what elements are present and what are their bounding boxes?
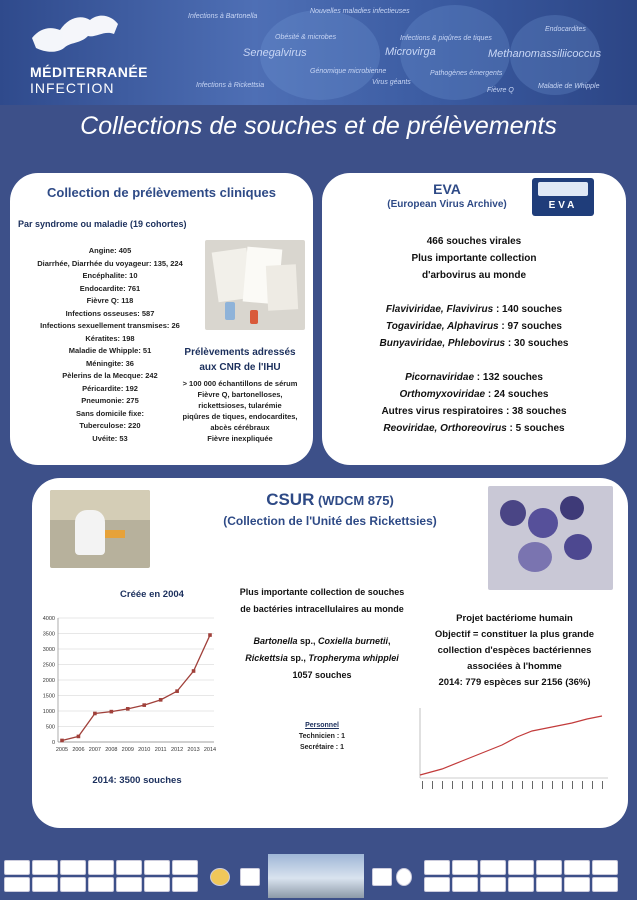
- personnel-item: Secrétaire : 1: [300, 744, 344, 751]
- partner-logo: [4, 860, 30, 875]
- y-tick-label: 3000: [42, 647, 55, 653]
- list-item: Fièvre inexpliquée: [207, 434, 273, 443]
- list-item: Angine: 405: [88, 246, 132, 255]
- center-line: Plus importante collection de souches: [239, 587, 405, 597]
- csur-growth-chart: [32, 610, 222, 768]
- keyword: Endocardites: [545, 26, 586, 33]
- species-name: Coxiella burnetii: [318, 636, 389, 646]
- partner-logo: [88, 877, 114, 892]
- y-tick-label: 4000: [42, 616, 55, 622]
- partner-logo: [536, 877, 562, 892]
- header-banner: [0, 0, 637, 105]
- center-line: de bactéries intracellulaires au monde: [240, 604, 404, 614]
- y-tick-label: 0: [51, 740, 55, 746]
- keyword: Obésité & microbes: [275, 34, 337, 41]
- eva-logo: [532, 178, 594, 216]
- partner-logo: [116, 877, 142, 892]
- list-item: Pèlerins de la Mecque: 242: [62, 371, 158, 380]
- personnel-title: Personnel: [305, 722, 339, 729]
- partner-logo: [240, 868, 260, 886]
- csur-created: Créée en 2004: [120, 589, 184, 600]
- data-point: [77, 735, 81, 739]
- virus-count: : 24 souches: [485, 389, 549, 400]
- partner-logo: [144, 877, 170, 892]
- chart-series-line: [62, 635, 210, 740]
- virus-row: [322, 403, 626, 420]
- x-tick-label: 2005: [55, 747, 69, 753]
- keyword: Microvirga: [385, 46, 436, 58]
- personnel: [262, 720, 382, 753]
- x-tick-label: 2010: [138, 747, 151, 753]
- keyword: Infections & piqûres de tiques: [400, 35, 492, 42]
- list-item: Tuberculose: 220: [79, 421, 141, 430]
- partner-logo: [372, 868, 392, 886]
- partner-logo: [4, 877, 30, 892]
- keyword: Infections à Rickettsia: [196, 82, 265, 89]
- clinical-heading: Collection de prélèvements cliniques: [46, 185, 276, 200]
- x-tick-label: 2013: [187, 747, 200, 753]
- eva-group1: [322, 301, 626, 352]
- partner-logo: [480, 860, 506, 875]
- list-item: piqûres de tiques, endocardites,: [182, 412, 298, 421]
- partner-logo: [88, 860, 114, 875]
- page-title: Collections de souches et de prélèvements: [80, 112, 557, 140]
- partner-logos-footer: [0, 848, 637, 900]
- partner-logo: [32, 877, 58, 892]
- partner-logo: [452, 877, 478, 892]
- list-item: Péricardite: 192: [82, 383, 138, 393]
- list-item: Infections sexuellement transmises: 26: [40, 321, 180, 330]
- samples-photo: [205, 240, 305, 330]
- virus-count: : 132 souches: [474, 372, 543, 383]
- virus-row: [322, 369, 626, 386]
- keyword: Maladie de Whipple: [538, 83, 600, 90]
- y-tick-label: 1000: [42, 709, 55, 715]
- eva-intro: [322, 233, 626, 284]
- partner-logo: [592, 877, 618, 892]
- virus-name: Reoviridae, Orthoreovirus: [383, 423, 507, 434]
- partner-logo: [564, 877, 590, 892]
- partner-logo: [564, 860, 590, 875]
- data-point: [175, 689, 179, 693]
- partner-logo: [424, 860, 450, 875]
- partner-logo: [508, 860, 534, 875]
- list-item: Diarrhée, Diarrhée du voyageur: 135, 224: [37, 258, 183, 268]
- keyword: Senegalvirus: [243, 47, 307, 59]
- x-tick-label: 2009: [121, 747, 134, 753]
- virus-count: : 30 souches: [505, 338, 569, 349]
- virus-count: : 5 souches: [506, 423, 565, 434]
- csur-total: 2014: 3500 souches: [92, 775, 182, 786]
- clinical-subheading: Par syndrome ou maladie (19 cohortes): [18, 219, 187, 229]
- partner-logo: [508, 877, 534, 892]
- virus-name: Picornaviridae: [405, 372, 474, 383]
- keyword: Infections à Bartonella: [188, 13, 258, 20]
- partner-logo: [60, 877, 86, 892]
- list-item: Kératites: 198: [85, 333, 135, 343]
- virus-count: : 140 souches: [493, 304, 563, 315]
- virus-name: Bunyaviridae, Phlebovirus: [379, 338, 506, 349]
- virus-name: Orthomyxoviridae: [399, 389, 486, 400]
- data-point: [142, 703, 146, 707]
- x-tick-label: 2006: [72, 747, 85, 753]
- virus-row: [322, 335, 626, 352]
- keyword: Nouvelles maladies infectieuses: [310, 8, 410, 15]
- species-sep: sp.,: [287, 653, 309, 663]
- cnr-title: [170, 345, 310, 375]
- eva-panel: [322, 173, 626, 465]
- virus-count: : 97 souches: [498, 321, 562, 332]
- cnr-title-line1: Prélèvements adressés: [184, 347, 296, 358]
- eva-group2: [322, 369, 626, 437]
- keyword: Methanomassiliicoccus: [488, 48, 602, 60]
- x-tick-label: 2008: [105, 747, 118, 753]
- mediterranean-map-icon: [30, 8, 120, 60]
- y-tick-label: 500: [45, 724, 55, 731]
- clinical-panel: [10, 173, 313, 465]
- x-tick-label: 2012: [170, 747, 184, 753]
- data-point: [60, 739, 64, 743]
- virus-name: Togaviridae, Alphavirus: [386, 321, 499, 332]
- data-point: [159, 698, 163, 702]
- list-item: rickettsioses, tularémie: [198, 401, 282, 410]
- virus-row: [322, 420, 626, 437]
- eva-logo-text: EVA: [548, 200, 578, 211]
- species-name: Bartonella: [253, 636, 298, 646]
- microscopy-photo: [488, 486, 613, 590]
- list-item: Encéphalite: 10: [82, 271, 138, 280]
- species-sep: sp.,: [297, 636, 318, 646]
- virus-count: Autres virus respiratoires : 38 souches: [381, 406, 567, 417]
- csur-center-text: [212, 584, 432, 618]
- partner-logo: [480, 877, 506, 892]
- virus-row: [322, 301, 626, 318]
- keyword: Virus géants: [372, 79, 411, 86]
- list-item: Sans domicile fixe:: [76, 408, 144, 418]
- x-tick-label: 2007: [88, 747, 102, 753]
- partner-logo: [116, 860, 142, 875]
- keyword: Génomique microbienne: [310, 68, 387, 75]
- virus-row: [322, 386, 626, 403]
- species-name: Rickettsia: [245, 653, 288, 663]
- partner-logo: [396, 868, 412, 886]
- project-line: associées à l'homme: [467, 661, 562, 672]
- list-item: > 100 000 échantillons de sérum: [182, 379, 298, 388]
- keyword: Fièvre Q: [487, 87, 514, 94]
- csur-title-bold: CSUR: [266, 490, 315, 509]
- partner-logo: [210, 868, 230, 886]
- csur-count: 1057 souches: [292, 670, 352, 680]
- data-point: [192, 669, 196, 673]
- y-tick-label: 2500: [42, 662, 55, 669]
- list-item: Fièvre Q, bartonelloses,: [197, 390, 283, 399]
- y-tick-label: 3500: [42, 631, 55, 638]
- virus-name: Flaviviridae, Flavivirus: [385, 304, 494, 315]
- partner-logo: [592, 860, 618, 875]
- data-point: [126, 707, 130, 711]
- csur-panel: [32, 478, 628, 828]
- partner-logo: [60, 860, 86, 875]
- project-line: Objectif = constituer la plus grande: [434, 629, 595, 640]
- list-item: Méningite: 36: [86, 358, 134, 368]
- eva-intro-line: Plus importante collection: [411, 253, 537, 264]
- eva-intro-line: d'arbovirus au monde: [421, 270, 527, 281]
- y-tick-label: 1500: [42, 693, 55, 700]
- logo-line2: INFECTION: [30, 80, 115, 96]
- csur-species: [212, 633, 432, 684]
- partner-logo: [452, 860, 478, 875]
- building-image: [268, 854, 364, 898]
- bacteriome-project: [412, 611, 617, 691]
- keyword: Pathogènes émergents: [430, 70, 503, 77]
- partner-logo: [172, 877, 198, 892]
- list-item: Pneumonie: 275: [81, 396, 139, 405]
- list-item: Uvéite: 53: [92, 433, 128, 443]
- chart-x-ticks: [422, 781, 603, 789]
- project-line: collection d'espèces bactériennes: [437, 645, 592, 656]
- partner-logo: [536, 860, 562, 875]
- partner-logo: [172, 860, 198, 875]
- cnr-list: [170, 378, 310, 444]
- eva-subtitle: (European Virus Archive): [387, 199, 507, 210]
- list-item: Fièvre Q: 118: [86, 296, 134, 305]
- data-point: [110, 710, 114, 714]
- species-sep: ,: [388, 636, 391, 646]
- bacteriome-curve-chart: [412, 703, 612, 798]
- partner-logo: [144, 860, 170, 875]
- eva-intro-line: 466 souches virales: [426, 236, 522, 247]
- list-item: Infections osseuses: 587: [65, 308, 155, 318]
- species-line: [212, 633, 432, 650]
- virus-row: [322, 318, 626, 335]
- data-point: [93, 712, 97, 716]
- project-line: 2014: 779 espèces sur 2156 (36%): [438, 677, 591, 688]
- list-item: Maladie de Whipple: 51: [68, 346, 152, 355]
- csur-title-rest: (WDCM 875): [314, 493, 394, 508]
- species-name: Tropheryma whipplei: [308, 653, 399, 663]
- personnel-item: Technicien : 1: [298, 733, 346, 740]
- x-tick-label: 2014: [203, 747, 217, 753]
- csur-subtitle: (Collection de l'Unité des Rickettsies): [223, 514, 437, 528]
- cnr-title-line2: aux CNR de l'IHU: [199, 362, 281, 373]
- list-item: Endocardite: 761: [79, 283, 141, 293]
- species-line: [212, 650, 432, 667]
- eva-title: EVA: [433, 181, 461, 197]
- chart-series-line: [420, 716, 602, 775]
- list-item: abcès cérébraux: [210, 423, 270, 432]
- logo-line1: MÉDITERRANÉE: [30, 64, 149, 80]
- partner-logo: [32, 860, 58, 875]
- y-tick-label: 2000: [42, 678, 55, 684]
- project-line: Projet bactériome humain: [456, 613, 573, 624]
- x-tick-label: 2011: [154, 747, 167, 753]
- partner-logo: [424, 877, 450, 892]
